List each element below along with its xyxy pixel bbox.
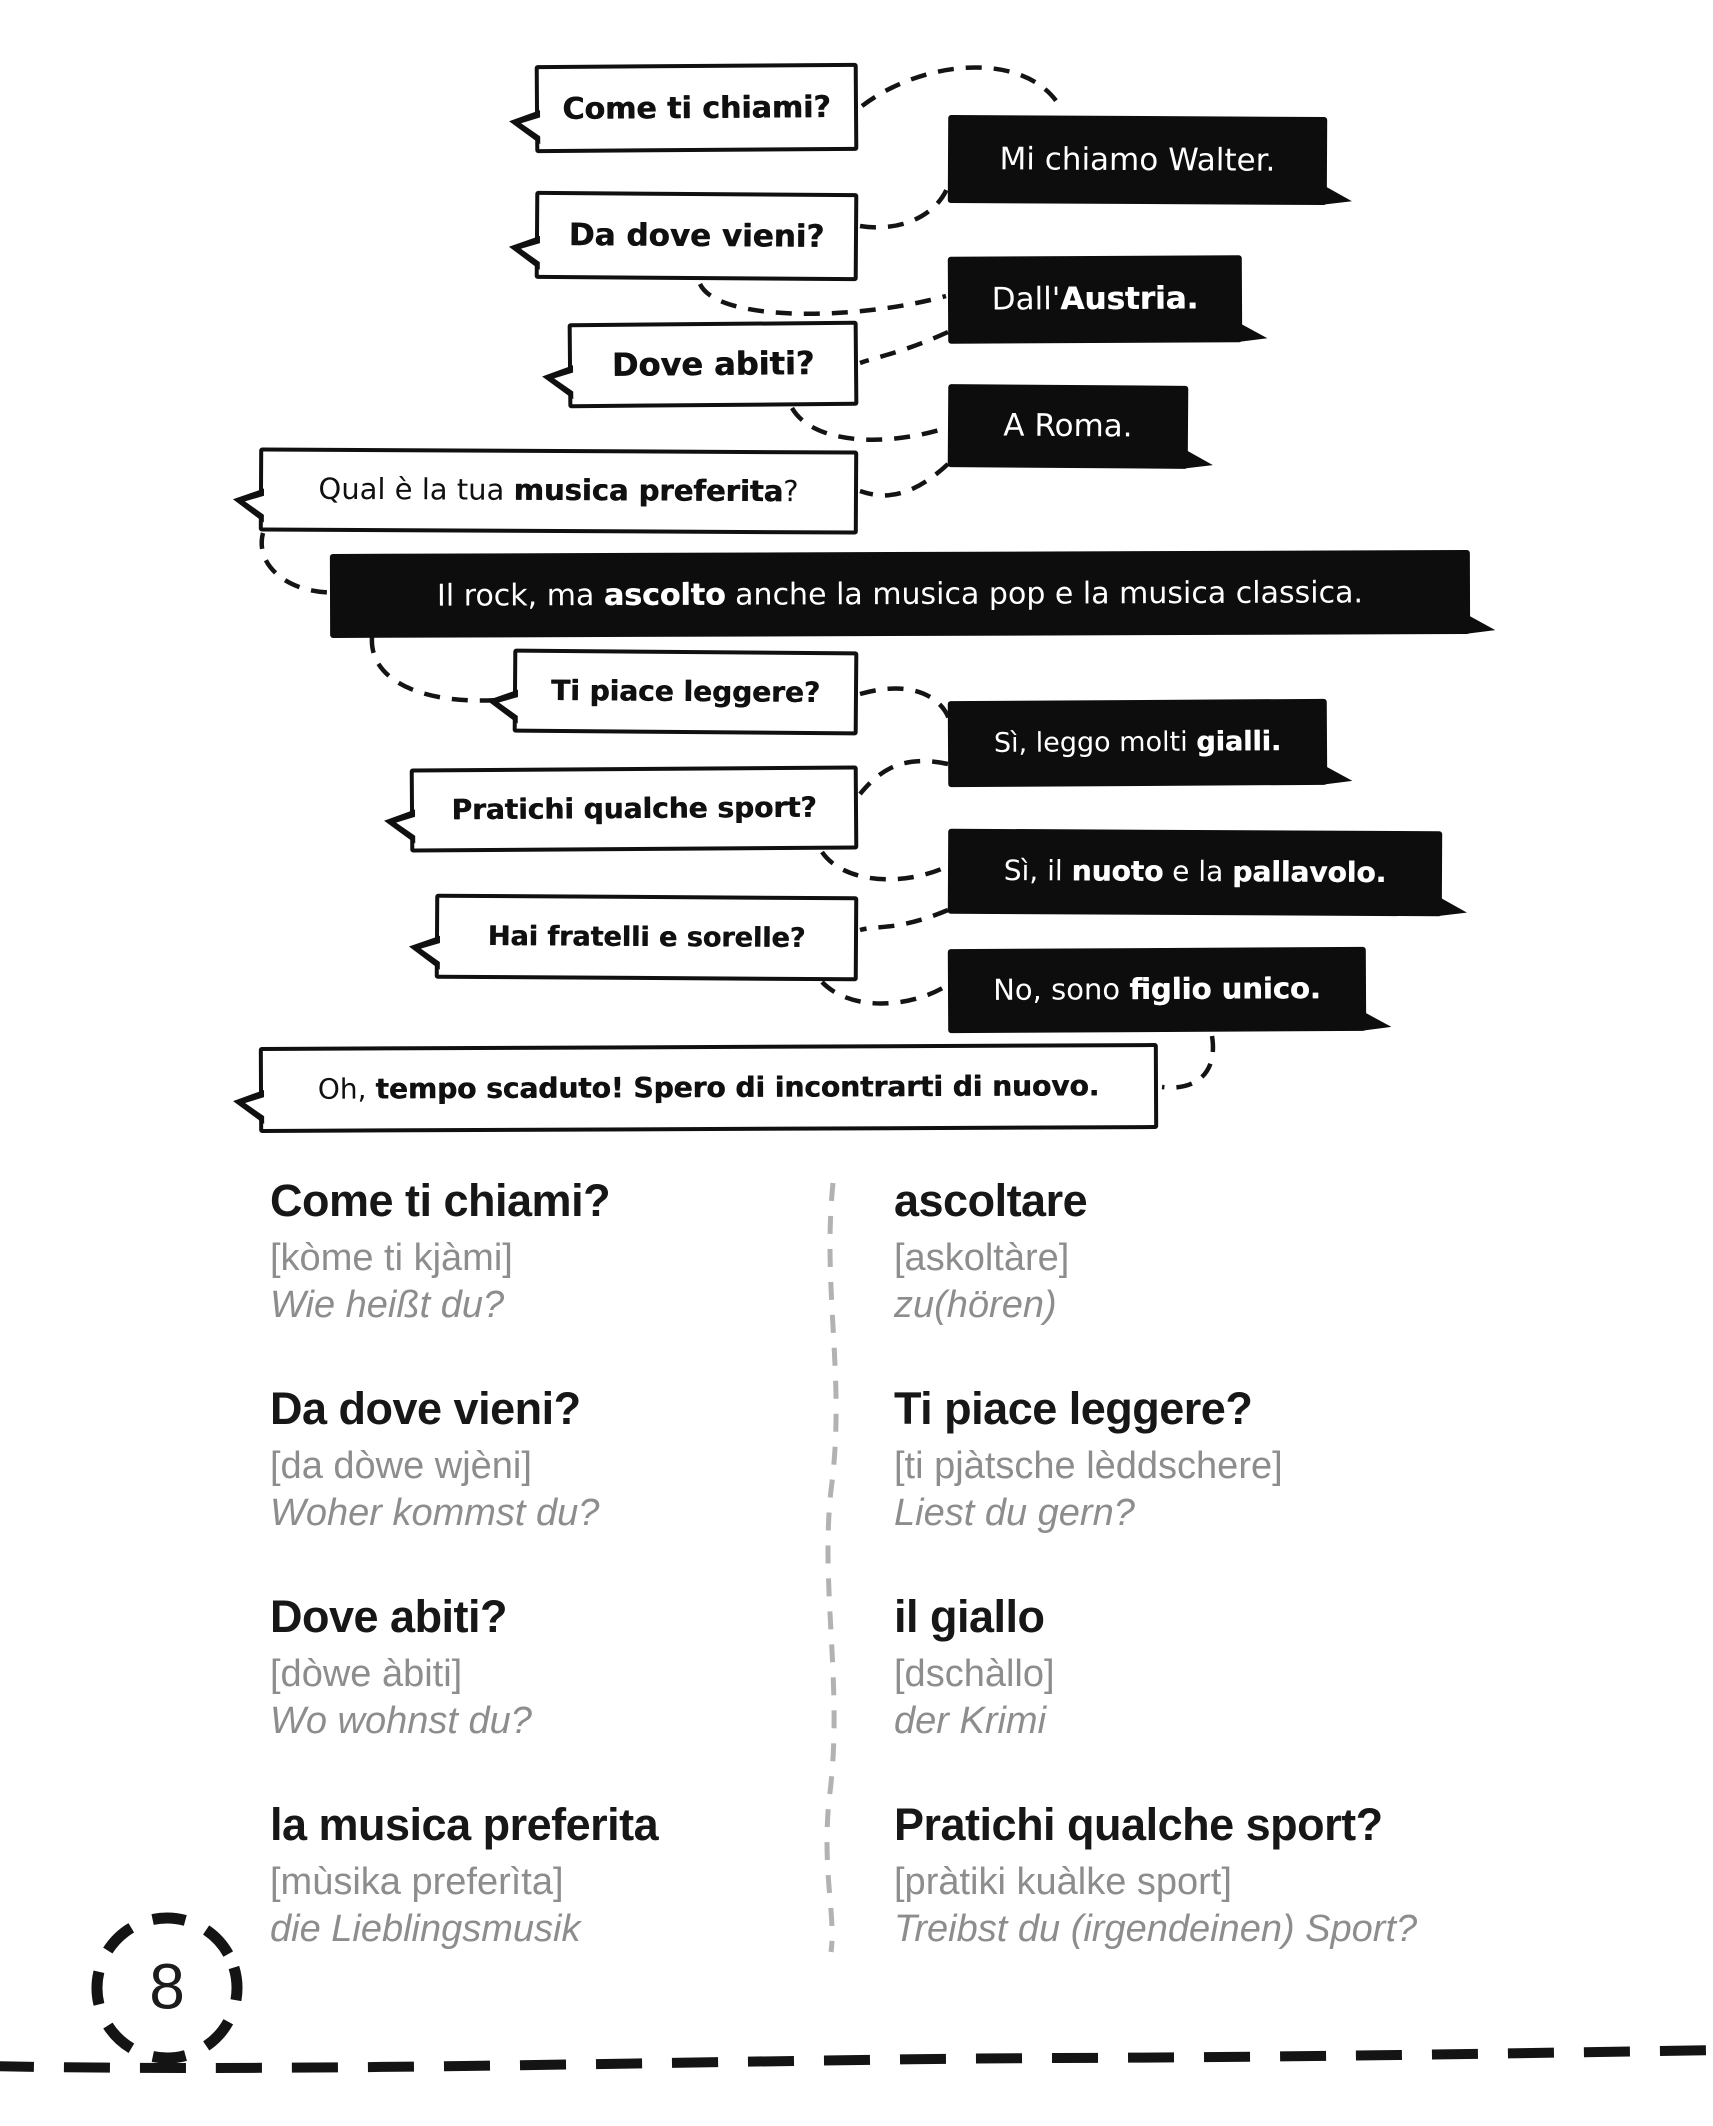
bubble-tail (1236, 317, 1267, 342)
vocab-translation: zu(hören) (894, 1283, 1057, 1326)
speech-bubble-q-ti-piace-leggere (513, 649, 859, 736)
vocab-pronunciation: [askoltàre] (894, 1236, 1070, 1279)
bubble-text-segment: Oh, (317, 1072, 376, 1106)
speech-bubble-a-il-rock (330, 550, 1470, 638)
bubble-tail-fill (421, 943, 441, 963)
connector-line (822, 852, 946, 879)
bubble-tail (1321, 760, 1352, 785)
vocabulary-left-column (270, 1176, 830, 2008)
vocab-pronunciation: [kòme ti kjàmi] (270, 1236, 513, 1279)
connector-line (860, 689, 950, 722)
bubble-tail (1182, 444, 1213, 468)
bubble-text (318, 471, 799, 509)
speech-bubble-a-dall-austria (948, 255, 1242, 344)
bubble-text-bold: ascolto (603, 577, 726, 613)
vocab-translation: Woher kommst du? (270, 1491, 600, 1534)
bubble-tail-fill (521, 243, 541, 263)
vocab-pronunciation: [dschàllo] (894, 1652, 1055, 1695)
bubble-text-bold: Pratichi qualche sport? (451, 790, 817, 826)
vocab-pronunciation: [ti pjàtsche lèddschere] (894, 1444, 1283, 1487)
speech-bubble-q-musica-preferita (259, 447, 858, 534)
speech-bubble-a-figlio-unico (948, 947, 1366, 1033)
speech-bubble-q-tempo-scaduto (259, 1043, 1158, 1133)
speech-bubble-a-nuoto-pallavolo (948, 829, 1442, 917)
speech-bubble-q-dove-abiti (568, 321, 859, 409)
connector-line (822, 982, 946, 1004)
vocab-entry (894, 1176, 1534, 1327)
vocab-translation: Wo wohnst du? (270, 1699, 532, 1742)
bubble-text-segment: Sì, leggo molti (993, 726, 1197, 760)
bubble-text (550, 673, 821, 709)
bubble-text (1000, 142, 1276, 178)
bubble-text-bold: pallavolo. (1232, 855, 1387, 890)
vocab-pronunciation: [da dòwe wjèni] (270, 1444, 532, 1487)
bubble-text-bold: musica preferita (513, 472, 784, 509)
bubble-tail-fill (396, 817, 416, 837)
speech-bubble-q-da-dove-vieni (535, 191, 859, 281)
bubble-text-segment: A Roma. (1003, 408, 1133, 445)
vocab-entry (270, 1176, 830, 1327)
bubble-tail-fill (245, 495, 265, 515)
bubble-text-bold: figlio unico. (1129, 971, 1321, 1007)
bubble-text-segment: Sì, il (1003, 854, 1072, 888)
vocab-entry (894, 1800, 1534, 1951)
bubble-text (437, 576, 1363, 612)
speech-bubble-q-pratichi-sport (410, 765, 859, 852)
bubble-text (994, 727, 1281, 758)
connector-line (860, 910, 948, 930)
speech-bubble-a-leggo-gialli (948, 699, 1328, 787)
vocab-entry (894, 1592, 1534, 1743)
bubble-text-bold: Da dove vieni? (568, 217, 825, 255)
vocab-headword: Pratichi qualche sport? (894, 1799, 1383, 1850)
vocab-translation: die Lieblingsmusik (270, 1907, 581, 1950)
vocab-headword: il giallo (894, 1591, 1045, 1642)
bubble-text-segment: Mi chiamo Walter. (999, 141, 1276, 179)
bubble-text (488, 922, 806, 954)
connector-line (860, 180, 950, 227)
bubble-tail (1321, 180, 1352, 204)
vocab-pronunciation: [pràtiki kuàlke sport] (894, 1860, 1232, 1903)
connector-line (700, 284, 946, 314)
page-number: 8 (149, 1950, 185, 2023)
bubble-text-bold: Hai fratelli e sorelle? (487, 920, 806, 954)
vocab-translation: Treibst du (irgendeinen) Sport? (894, 1907, 1418, 1950)
vocab-headword: Come ti chiami? (270, 1175, 611, 1226)
speech-bubble-a-mi-chiamo-walter (948, 115, 1327, 205)
connector-line (860, 761, 948, 794)
bubble-tail-fill (521, 117, 541, 137)
bubble-text-bold: nuoto (1071, 854, 1164, 888)
vocab-pronunciation: [mùsika preferìta] (270, 1860, 564, 1903)
connector-line (792, 408, 946, 440)
vocab-headword: la musica preferita (270, 1799, 659, 1850)
bubble-text-bold: tempo scaduto! Spero di incontrarti di nuovo. (375, 1068, 1100, 1106)
bubble-text (562, 91, 831, 126)
vocab-entry (270, 1800, 830, 1951)
vocab-headword: Da dove vieni? (270, 1383, 581, 1434)
bubble-text (1003, 409, 1132, 444)
vocab-pronunciation: [dòwe àbiti] (270, 1652, 463, 1695)
bubble-tail (1436, 892, 1467, 916)
footer-dashed-line (0, 2050, 1713, 2068)
bubble-text-segment: anche la musica pop e la musica classica. (725, 574, 1364, 613)
bubble-text (569, 218, 825, 254)
connector-line (862, 67, 1062, 110)
speech-bubble-q-come-ti-chiami (535, 63, 859, 153)
bubble-text-bold: Austria. (1060, 280, 1199, 318)
connector-line (1162, 1036, 1213, 1088)
bubble-text-bold: Come ti chiami? (562, 89, 831, 127)
bubble-tail-fill (499, 697, 519, 717)
bubble-tail (1360, 1006, 1391, 1031)
bubble-text (1004, 856, 1387, 889)
vocab-translation: der Krimi (894, 1699, 1047, 1742)
bubble-tail-fill (245, 1097, 265, 1117)
vocab-entry (270, 1592, 830, 1743)
speech-bubble-q-hai-fratelli (435, 894, 859, 982)
bubble-text-segment: Dall' (991, 281, 1061, 318)
bubble-text (992, 282, 1199, 317)
connector-line (860, 464, 948, 495)
bubble-text-segment: Qual è la tua (318, 471, 514, 507)
bubble-text-segment: Il rock, ma (436, 577, 604, 614)
bubble-text-segment: No, sono (993, 972, 1130, 1007)
bubble-text (993, 973, 1321, 1007)
bubble-text (317, 1068, 1100, 1106)
bubble-text-bold: gialli. (1196, 726, 1282, 758)
bubble-text-segment: e la (1163, 854, 1233, 889)
vocab-headword: ascoltare (894, 1175, 1088, 1226)
bubble-text (612, 346, 815, 383)
bubble-text-bold: Dove abiti? (611, 344, 815, 384)
vocab-headword: Dove abiti? (270, 1591, 508, 1642)
speech-bubble-a-a-roma (948, 384, 1189, 469)
bubble-text-segment: ? (783, 474, 799, 509)
vocab-entry (270, 1384, 830, 1535)
vocabulary-right-column (894, 1176, 1534, 2008)
vocab-headword: Ti piace leggere? (894, 1383, 1253, 1434)
vocab-translation: Liest du gern? (894, 1491, 1135, 1534)
vocab-entry (894, 1384, 1534, 1535)
bubble-tail (1464, 609, 1495, 633)
vocab-translation: Wie heißt du? (270, 1283, 505, 1326)
bubble-text-bold: Ti piace leggere? (550, 673, 821, 709)
bubble-text (451, 792, 816, 825)
bubble-tail-fill (554, 372, 574, 392)
connector-line (860, 332, 948, 363)
